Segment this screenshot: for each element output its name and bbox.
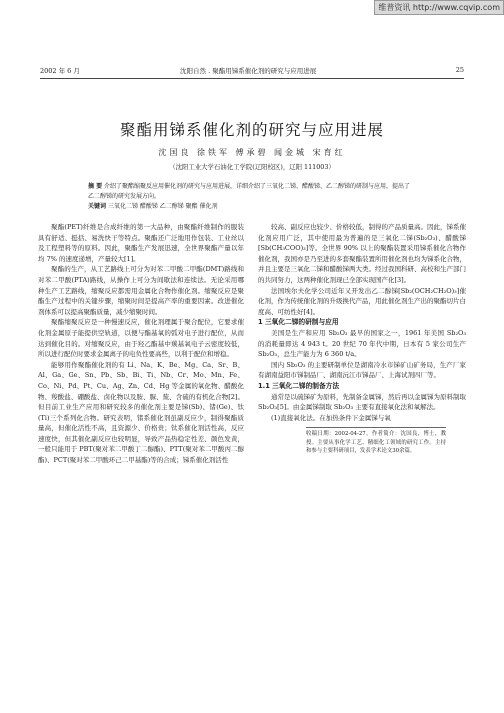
abstract-text: 介绍了聚酯缩聚反应用催化剂的研究与应用进展，详细介绍了三氧化二锑、醋酸锑、乙二醇锑的研制与应用，提出了乙二醇锑的研究发展方向。	[88, 183, 411, 200]
body-paragraph: 聚酯的生产，从工艺路线上可分为对苯二甲酸二甲酯(DMT)路线和对苯二甲酸(PTA)路线，从操作上可分为间歇法和连续法。无论采用哪种生产工艺路线，缩聚反应都需用金属化合物作催化剂。缩聚反应是聚酯生产过程中的关键步骤，缩聚时间是提高产率的重要因素。改进催化剂体系可以提高聚酯质量，减少缩聚时间。	[38, 265, 244, 316]
keywords-text: 三氧化二锑 醋酸锑 乙二醇锑 聚酯 催化剂	[107, 203, 218, 210]
author-list: 沈国良 徐铁军 傅承碧 闻金城 宋育红	[158, 148, 346, 157]
header-journal: 沈阳自然 . 聚酯用锑系催化剂的研究与应用进展	[180, 67, 317, 75]
right-column	[258, 222, 466, 456]
paper-title: 聚酯用锑系催化剂的研究与应用进展	[119, 121, 384, 139]
body-paragraph: 美国是生产和应用 Sb₂O₃ 最早的国家之一，1961 年美国 Sb₂O₃ 的消耗量即达 4 943 t。20 世纪 70 年代中期，日本有 5 家公司生产 Sb₂O₃，总生产能力为 6 360 t/a。	[258, 328, 466, 359]
abstract-block	[88, 182, 416, 212]
section-heading: 1 三氧化二锑的研制与应用	[258, 318, 339, 327]
header-date: 2002 年 6 月	[40, 67, 80, 75]
body-paragraph: 聚酯缩聚反应是一种慢速反应，催化剂理属于聚合配位，它要求催化剂金属原子能提供空轨道，以便与酯基氧的弧对电子进行配位，从而达到催化目的。对缩聚反应，由于羟乙酯基中羰基氧电子云密度较低，所以进行配位时要求金属离子的电负性要高些，以利于配位和增稳。	[38, 318, 244, 359]
body-paragraph: 较高、副反应也较少、价格较低，制得的产品质量高。因此，锑系催化剂应用广泛，其中使用最为普遍的是三氧化二锑(Sb₂O₃)、醋酸锑[Sb(CH₃COO)₃]等。全世界 90% 以上的聚酯装置采用锑系催化合物作催化剂，我国亦是乃至进的多套聚酯装置所用催化剂也均为锑系化合物，并且主要是三氧化二锑和醋酸锑两大类。经过我国科研、高校和生产部门的共同努力，这两种催化剂现已全部实现国产化[3]。	[258, 223, 466, 284]
running-header	[40, 66, 464, 79]
affiliation: （沈阳工业大学石油化工学院(辽阳校区)，辽阳 111003）	[169, 163, 335, 171]
page-number: 25	[455, 66, 464, 74]
body-paragraph: 法国埃尔夫化学公司近年又开发出乙二醇锑[Sb₂(OCH₂CH₂O)₃]催化剂，作为传统催化剂的升级换代产品，用此催化剂生产出的聚酯切片白度高、可纺性好[4]。	[258, 286, 466, 316]
body-paragraph: 能够用作聚酯催化剂的有 Li、Na、K、Be、Mg、Ca、Sr、B、Al、Ga、Ge、Sn、Pb、Sb、Bi、Ti、Nb、Cr、Mo、Mn、Fe、Co、Ni、Pd、Pt、Cu、Ag、Zn、Cd、Hg 等金属的氧化物、醋酸化物、羧酸盐、硼酸盐、卤化物以及胺、脲、巯、含硫的有机化合物[2]。但目前工业生产应用和研究较多的催化剂主要是锑(Sb)、锗(Ge)、钛(Ti)三个系列化合物。研究表明，锗系催化剂虽副反应少，制得聚酯质量高，但催化活性不高，且资源少、价格贵；钛系催化剂活性高，反应速度快，但其催化副反应也较明显，导致产品热稳定性差、颜色发黄，一般只能用于 PBT(聚对苯二甲酸丁二醇酯)、PTT(聚对苯二甲酸丙二醇酯)、PCT(聚对苯二甲酸环己二甲基酯)等的合成；锑系催化剂活性	[38, 360, 244, 465]
body-paragraph: (1)直接氧化法。在加热条件下金属锑与氧	[271, 413, 391, 422]
keywords-label: 关键词	[88, 203, 107, 210]
left-column	[38, 222, 244, 466]
body-paragraph: 国内 Sb₂O₃ 的主要研制单位是湖南冷水市锑矿山矿务局，生产厂家有湖南益阳市锑制品厂、湖南沅江市锑品厂、上海试剂四厂等。	[258, 360, 466, 380]
footnote: 收稿日期：2002-04-27。作者简介：沈国良，博士，教授。主要从事化学工艺、精细化工领域的研究工作。主持和参与主要科研项目，发表学术论文30余篇。	[306, 427, 446, 456]
subsection-heading: 1.1 三氧化二锑的制备方法	[258, 381, 340, 390]
abstract-label: 摘 要	[88, 183, 103, 190]
body-paragraph: 聚酯(PET)纤维是合成纤维的第一大品种，由聚酯纤维制作的服装具有舒适、挺括、易洗快干等特点。聚酯还广泛地用作包装、工业丝以及工程塑料等的原料。因此，聚酯生产发展迅速，全世界聚酯产量以年均 7% 的速度递增，产量较大[1]。	[38, 223, 244, 263]
watermark: 维普资讯 http://www.cqvip.com	[374, 0, 504, 15]
body-paragraph: 通常是以硫锑矿为原料，先制备金属锑，然后再以金属锑为原料制取 Sb₂O₃[5]。由金属锑制取 Sb₂O₃ 主要有直接氧化法和氧解法。	[258, 392, 466, 412]
